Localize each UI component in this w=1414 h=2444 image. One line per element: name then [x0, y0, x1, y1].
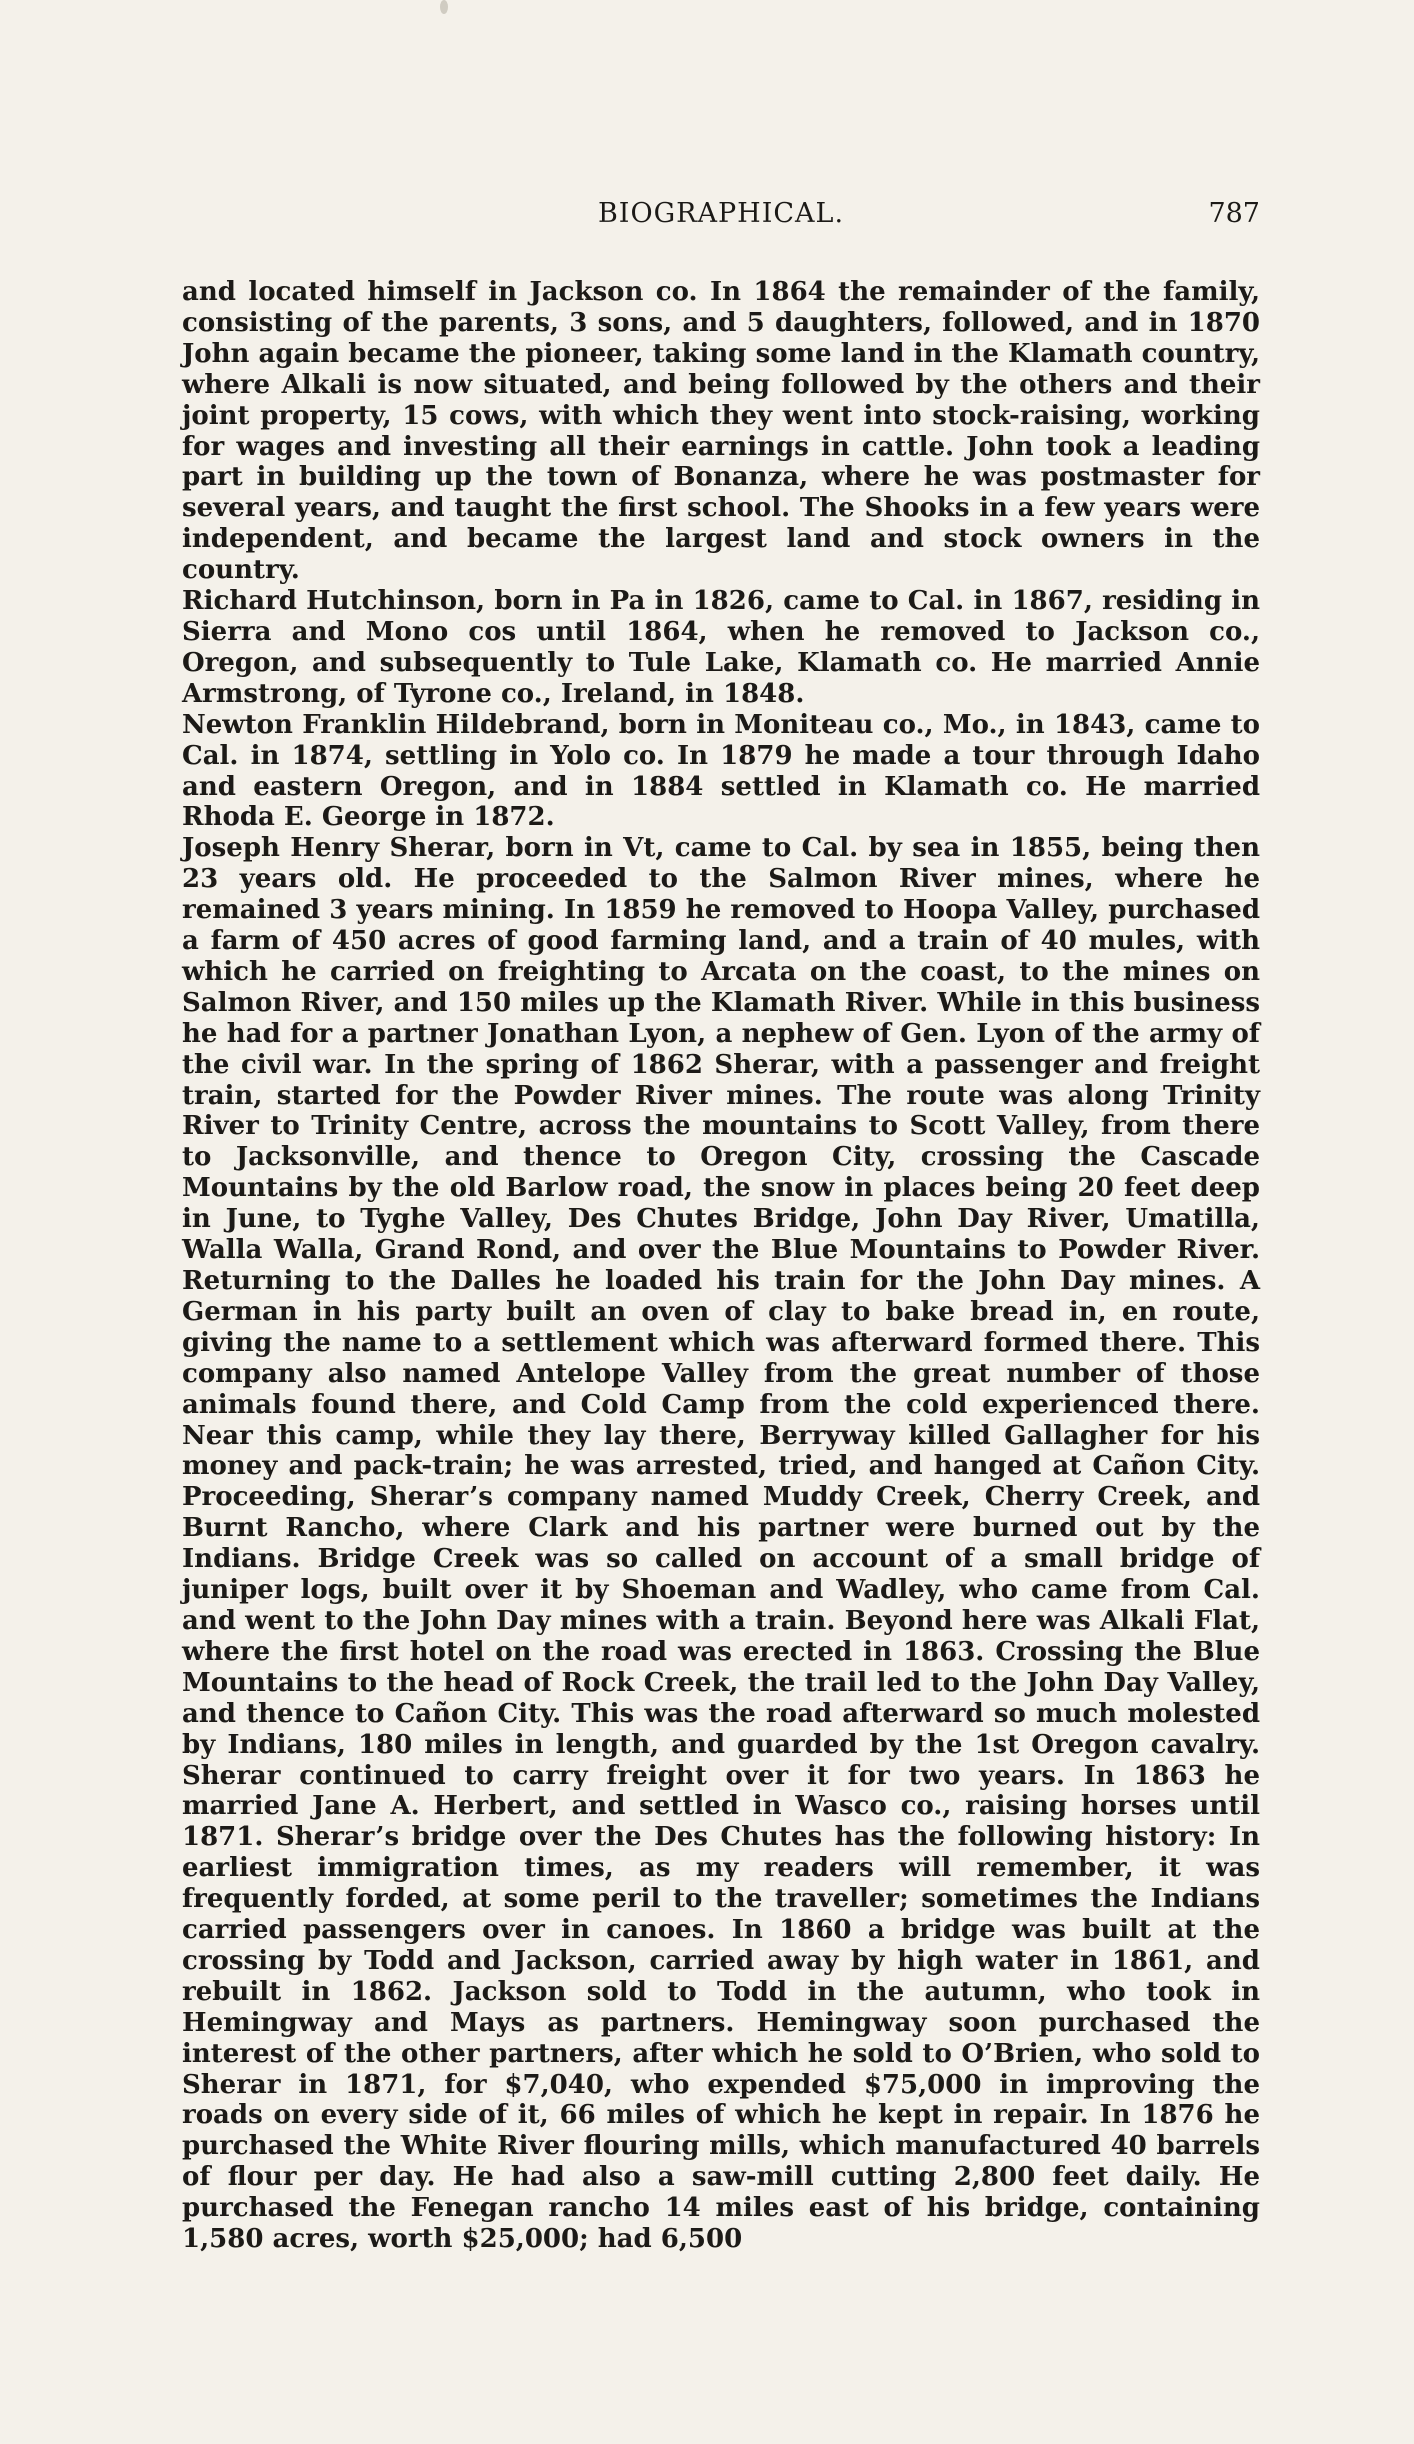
- page-number: 787: [1208, 198, 1260, 229]
- running-title: BIOGRAPHICAL.: [597, 198, 845, 229]
- paragraph-shook-family: and located himself in Jackson co. In 1864 the remainder of the family, consisting of the parents, 3 sons, and 5 daughters, followed, and in 1870 John again became the pioneer, taking some land in the Klamath country, where Alkali is now situated, and being followed by the others and their joint property, 15 cows, with which they went into stock-raising, working for wages and investing all their earnings in cattle. John took a leading part in building up the town of Bonanza, where he was postmaster for several years, and taught the first school. The Shooks in a few years were independent, and became the largest land and stock owners in the country.: [182, 277, 1260, 586]
- paragraph-newton-hildebrand: Newton Franklin Hildebrand, born in Moniteau co., Mo., in 1843, came to Cal. in 1874, settling in Yolo co. In 1879 he made a tour through Idaho and eastern Oregon, and in 1884 settled in Klamath co. He married Rhoda E. George in 1872.: [182, 709, 1260, 833]
- body-text: [182, 277, 1260, 2255]
- page-header: [182, 198, 1260, 238]
- ink-smudge: [440, 0, 448, 14]
- paragraph-richard-hutchinson: Richard Hutchinson, born in Pa in 1826, came to Cal. in 1867, residing in Sierra and Mono cos until 1864, when he removed to Jackson co., Oregon, and subsequently to Tule Lake, Klamath co. He married Annie Armstrong, of Tyrone co., Ireland, in 1848.: [182, 586, 1260, 709]
- paragraph-joseph-sherar: Joseph Henry Sherar, born in Vt, came to Cal. by sea in 1855, being then 23 years old. He proceeded to the Salmon River mines, where he remained 3 years mining. In 1859 he removed to Hoopa Valley, purchased a farm of 450 acres of good farming land, and a train of 40 mules, with which he carried on freighting to Arcata on the coast, to the mines on Salmon River, and 150 miles up the Klamath River. While in this business he had for a partner Jonathan Lyon, a nephew of Gen. Lyon of the army of the civil war. In the spring of 1862 Sherar, with a passenger and freight train, started for the Powder River mines. The route was along Trinity River to Trinity Centre, across the mountains to Scott Valley, from there to Jacksonville, and thence to Oregon City, crossing the Cascade Mountains by the old Barlow road, the snow in places being 20 feet deep in June, to Tyghe Valley, Des Chutes Bridge, John Day River, Umatilla, Walla Walla, Grand Rond, and over the Blue Mountains to Powder River. Returning to the Dalles he loaded his train for the John Day mines. A German in his party built an oven of clay to bake bread in, en route, giving the name to a settlement which was afterward formed there. This company also named Antelope Valley from the great number of those animals found there, and Cold Camp from the cold experienced there. Near this camp, while they lay there, Berryway killed Gallagher for his money and pack-train; he was arrested, tried, and hanged at Cañon City. Proceeding, Sherar’s company named Muddy Creek, Cherry Creek, and Burnt Rancho, where Clark and his partner were burned out by the Indians. Bridge Creek was so called on account of a small bridge of juniper logs, built over it by Shoeman and Wadley, who came from Cal. and went to the John Day mines with a train. Beyond here was Alkali Flat, where the first hotel on the road was erected in 1863. Crossing the Blue Mountains to the head of Rock Creek, the trail led to the John Day Valley, and thence to Cañon City. This was the road afterward so much molested by Indians, 180 miles in length, and guarded by the 1st Oregon cavalry. Sherar continued to carry freight over it for two years. In 1863 he married Jane A. Herbert, and settled in Wasco co., raising horses until 1871. Sherar’s bridge over the Des Chutes has the following history: In earliest immigration times, as my readers will remember, it was frequently forded, at some peril to the traveller; sometimes the Indians carried passengers over in canoes. In 1860 a bridge was built at the crossing by Todd and Jackson, carried away by high water in 1861, and rebuilt in 1862. Jackson sold to Todd in the autumn, who took in Hemingway and Mays as partners. Hemingway soon purchased the interest of the other partners, after which he sold to O’Brien, who sold to Sherar in 1871, for $7,040, who expended $75,000 in improving the roads on every side of it, 66 miles of which he kept in repair. In 1876 he purchased the White River flouring mills, which manufactured 40 barrels of flour per day. He had also a saw-mill cutting 2,800 feet daily. He purchased the Fenegan rancho 14 miles east of his bridge, containing 1,580 acres, worth $25,000; had 6,500: [182, 833, 1260, 2255]
